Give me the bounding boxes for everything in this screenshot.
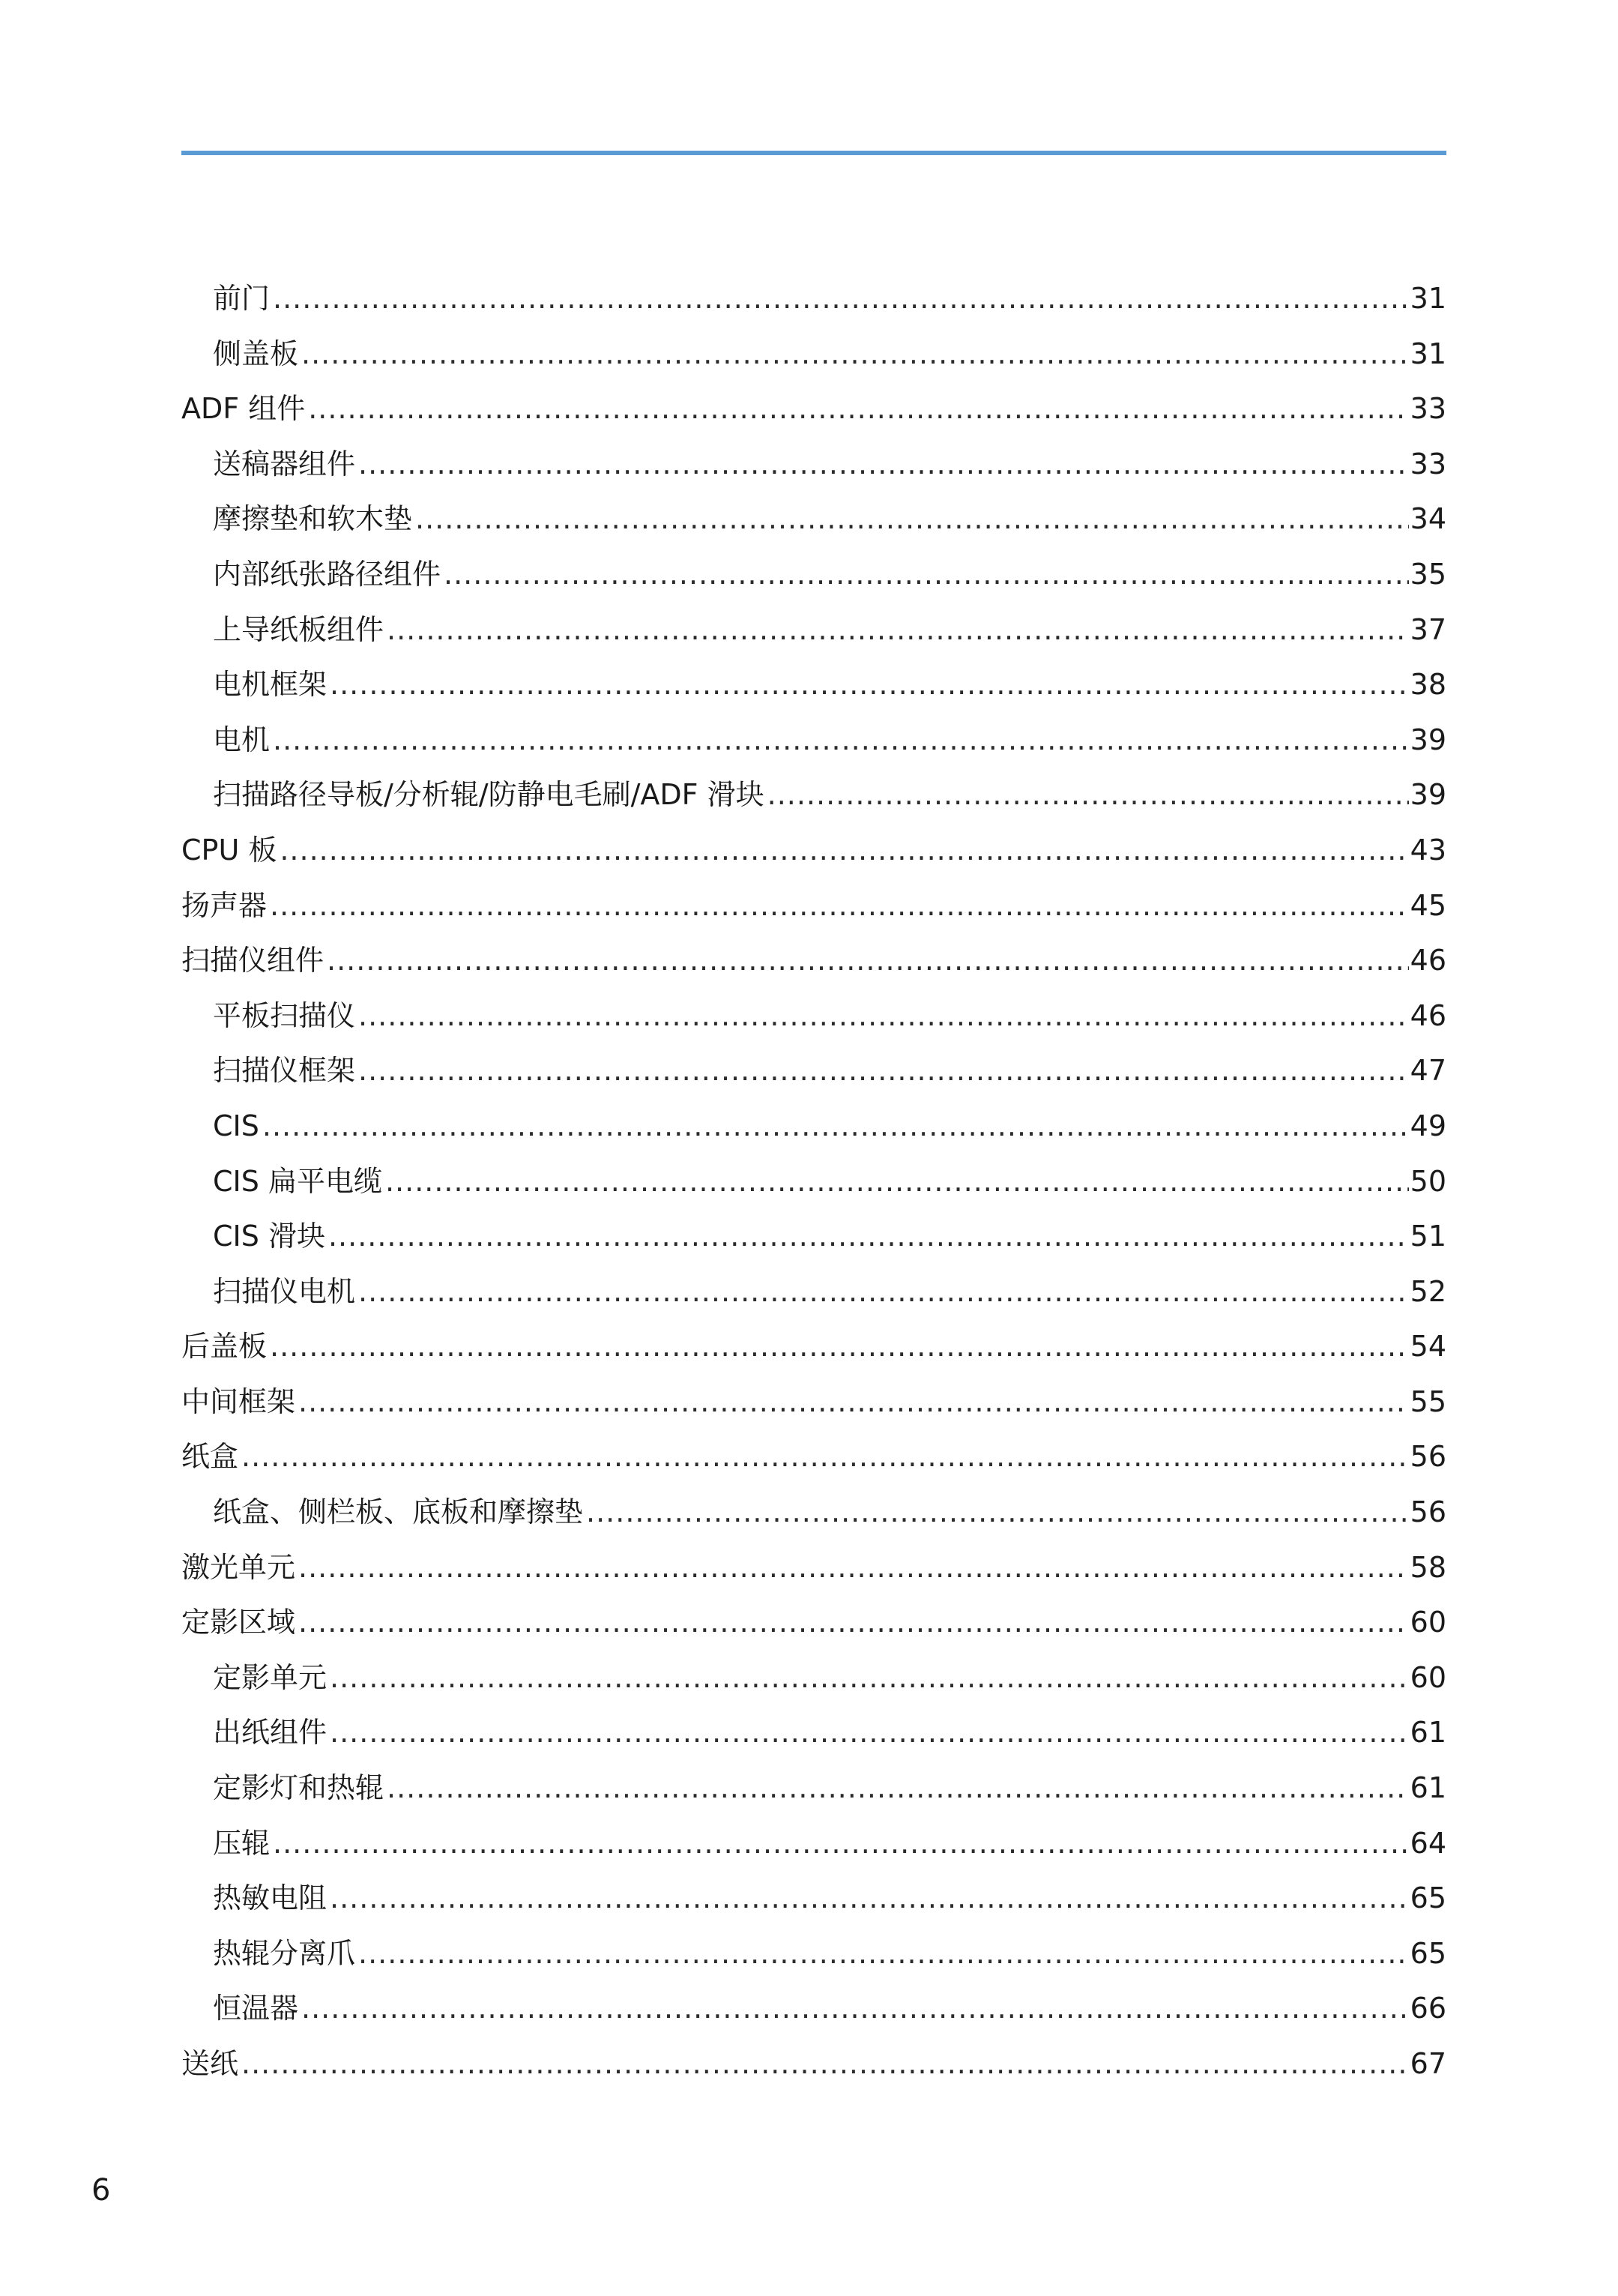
toc-entry-label: 定影灯和热辊 xyxy=(213,1771,384,1805)
toc-dot-leader xyxy=(327,933,1409,989)
toc-entry[interactable] xyxy=(181,1319,1446,1375)
toc-entry-label: CIS xyxy=(213,1109,259,1142)
toc-entry-page: 33 xyxy=(1410,447,1446,480)
toc-entry[interactable] xyxy=(181,437,1446,492)
toc-dot-leader xyxy=(444,547,1409,603)
toc-entry-page: 60 xyxy=(1410,1660,1446,1694)
toc-entry-page: 31 xyxy=(1410,282,1446,315)
toc-dot-leader xyxy=(358,1926,1409,1982)
toc-dot-leader xyxy=(330,1651,1409,1706)
toc-entry[interactable] xyxy=(181,382,1446,437)
toc-entry-label: 纸盒、侧栏板、底板和摩擦垫 xyxy=(213,1495,584,1529)
toc-dot-leader xyxy=(328,1209,1409,1265)
toc-dot-leader xyxy=(387,1761,1409,1816)
toc-dot-leader xyxy=(387,603,1409,658)
toc-entry-label: CIS 扁平电缆 xyxy=(213,1164,382,1198)
toc-entry[interactable] xyxy=(181,768,1446,823)
toc-entry[interactable] xyxy=(181,1651,1446,1706)
toc-dot-leader xyxy=(280,823,1408,879)
toc-entry-page: 61 xyxy=(1410,1716,1446,1750)
toc-entry-label: 送稿器组件 xyxy=(213,447,356,480)
toc-dot-leader xyxy=(358,1043,1409,1099)
toc-entry-page: 65 xyxy=(1410,1881,1446,1915)
toc-dot-leader xyxy=(298,1540,1409,1596)
toc-dot-leader xyxy=(330,1871,1409,1926)
toc-entry-label: 中间框架 xyxy=(181,1384,296,1418)
toc-dot-leader xyxy=(358,989,1409,1044)
toc-entry[interactable] xyxy=(181,1595,1446,1651)
toc-entry-page: 33 xyxy=(1410,392,1446,426)
toc-dot-leader xyxy=(358,1265,1409,1320)
toc-dot-leader xyxy=(270,879,1409,934)
toc-entry[interactable] xyxy=(181,327,1446,382)
toc-dot-leader xyxy=(273,271,1409,327)
toc-entry-page: 46 xyxy=(1410,944,1446,977)
toc-entry-label: 纸盒 xyxy=(181,1440,239,1474)
toc-entry[interactable] xyxy=(181,1429,1446,1485)
toc-entry-label: 出纸组件 xyxy=(213,1716,327,1750)
toc-entry-label: 定影单元 xyxy=(213,1660,327,1694)
toc-entry[interactable] xyxy=(181,1871,1446,1926)
toc-entry[interactable] xyxy=(181,1981,1446,2037)
toc-entry-page: 49 xyxy=(1410,1109,1446,1142)
toc-dot-leader xyxy=(330,1705,1409,1761)
toc-entry-page: 45 xyxy=(1410,888,1446,922)
toc-entry-label: 平板扫描仪 xyxy=(213,998,356,1032)
toc-dot-leader xyxy=(301,327,1409,382)
toc-entry-label: 热敏电阻 xyxy=(213,1881,327,1915)
toc-entry[interactable] xyxy=(181,1705,1446,1761)
toc-entry-page: 38 xyxy=(1410,668,1446,702)
toc-entry-label: 送纸 xyxy=(181,2047,239,2080)
toc-entry[interactable] xyxy=(181,933,1446,989)
toc-entry[interactable] xyxy=(181,1265,1446,1320)
toc-entry[interactable] xyxy=(181,1816,1446,1872)
toc-entry-page: 34 xyxy=(1410,502,1446,536)
toc-entry-label: 侧盖板 xyxy=(213,337,299,370)
toc-entry[interactable] xyxy=(181,1154,1446,1210)
toc-entry-page: 65 xyxy=(1410,1936,1446,1970)
toc-entry-page: 52 xyxy=(1410,1274,1446,1308)
toc-entry-page: 55 xyxy=(1410,1384,1446,1418)
toc-entry-label: 扬声器 xyxy=(181,888,268,922)
toc-entry[interactable] xyxy=(181,713,1446,768)
header-rule xyxy=(181,151,1446,155)
toc-entry[interactable] xyxy=(181,1761,1446,1816)
toc-entry-label: 扫描仪组件 xyxy=(181,944,324,977)
toc-entry-label: 恒温器 xyxy=(213,1992,299,2025)
toc-dot-leader xyxy=(273,713,1409,768)
toc-entry-page: 39 xyxy=(1410,723,1446,756)
toc-dot-leader xyxy=(270,1319,1409,1375)
toc-dot-leader xyxy=(301,1981,1409,2037)
toc-entry-label: 扫描仪框架 xyxy=(213,1054,356,1088)
toc-entry-page: 39 xyxy=(1410,778,1446,812)
toc-dot-leader xyxy=(330,657,1409,713)
toc-dot-leader xyxy=(241,1429,1409,1485)
toc-dot-leader xyxy=(262,1099,1409,1154)
toc-entry-label: CIS 滑块 xyxy=(213,1220,325,1253)
toc-entry-label: 内部纸张路径组件 xyxy=(213,557,441,591)
toc-entry-label: 摩擦垫和软木垫 xyxy=(213,502,413,536)
toc-entry-label: 上导纸板组件 xyxy=(213,612,384,646)
toc-entry-label: 压辊 xyxy=(213,1826,271,1860)
toc-dot-leader xyxy=(385,1154,1409,1210)
toc-dot-leader xyxy=(415,492,1409,547)
toc-entry[interactable] xyxy=(181,657,1446,713)
toc-dot-leader xyxy=(358,437,1409,492)
toc-entry-label: 激光单元 xyxy=(181,1550,296,1584)
table-of-contents xyxy=(181,271,1446,2092)
toc-entry-label: 后盖板 xyxy=(181,1330,268,1364)
toc-entry[interactable] xyxy=(181,1485,1446,1540)
toc-entry[interactable] xyxy=(181,1926,1446,1982)
toc-entry-page: 67 xyxy=(1410,2047,1446,2080)
toc-entry-label: 电机框架 xyxy=(213,668,327,702)
toc-entry-page: 54 xyxy=(1410,1330,1446,1364)
toc-entry-page: 58 xyxy=(1410,1550,1446,1584)
toc-entry-page: 61 xyxy=(1410,1771,1446,1805)
toc-entry-page: 56 xyxy=(1410,1440,1446,1474)
toc-entry-label: 扫描仪电机 xyxy=(213,1274,356,1308)
toc-dot-leader xyxy=(298,1595,1409,1651)
toc-entry-page: 64 xyxy=(1410,1826,1446,1860)
toc-entry[interactable] xyxy=(181,271,1446,327)
toc-entry-page: 51 xyxy=(1410,1220,1446,1253)
toc-entry-page: 31 xyxy=(1410,337,1446,370)
toc-entry-page: 35 xyxy=(1410,557,1446,591)
toc-entry-label: 前门 xyxy=(213,282,271,315)
toc-entry-page: 66 xyxy=(1410,1992,1446,2025)
toc-entry-page: 47 xyxy=(1410,1054,1446,1088)
toc-entry-label: 定影区域 xyxy=(181,1606,296,1639)
toc-entry[interactable] xyxy=(181,989,1446,1044)
toc-entry[interactable] xyxy=(181,1209,1446,1265)
toc-entry[interactable] xyxy=(181,1540,1446,1596)
toc-entry-page: 37 xyxy=(1410,612,1446,646)
toc-entry[interactable] xyxy=(181,547,1446,603)
toc-entry-label: 电机 xyxy=(213,723,271,756)
toc-dot-leader xyxy=(586,1485,1409,1540)
toc-entry[interactable] xyxy=(181,1375,1446,1430)
toc-entry-label: 扫描路径导板/分析辊/防静电毛刷/ADF 滑块 xyxy=(213,778,764,812)
toc-entry[interactable] xyxy=(181,492,1446,547)
toc-entry[interactable] xyxy=(181,879,1446,934)
toc-entry-label: CPU 板 xyxy=(181,833,277,867)
toc-dot-leader xyxy=(298,1375,1409,1430)
toc-dot-leader xyxy=(767,768,1409,823)
toc-entry[interactable] xyxy=(181,1043,1446,1099)
toc-entry-page: 43 xyxy=(1410,833,1446,867)
toc-entry[interactable] xyxy=(181,603,1446,658)
toc-entry-label: ADF 组件 xyxy=(181,392,306,426)
toc-entry[interactable] xyxy=(181,823,1446,879)
toc-entry-page: 56 xyxy=(1410,1495,1446,1529)
toc-entry-page: 60 xyxy=(1410,1606,1446,1639)
toc-entry[interactable] xyxy=(181,1099,1446,1154)
toc-dot-leader xyxy=(241,2037,1409,2092)
toc-entry-page: 50 xyxy=(1410,1164,1446,1198)
toc-entry-page: 46 xyxy=(1410,998,1446,1032)
toc-dot-leader xyxy=(308,382,1408,437)
page-number: 6 xyxy=(91,2173,111,2208)
toc-dot-leader xyxy=(273,1816,1409,1872)
toc-entry-label: 热辊分离爪 xyxy=(213,1936,356,1970)
toc-entry[interactable] xyxy=(181,2037,1446,2092)
